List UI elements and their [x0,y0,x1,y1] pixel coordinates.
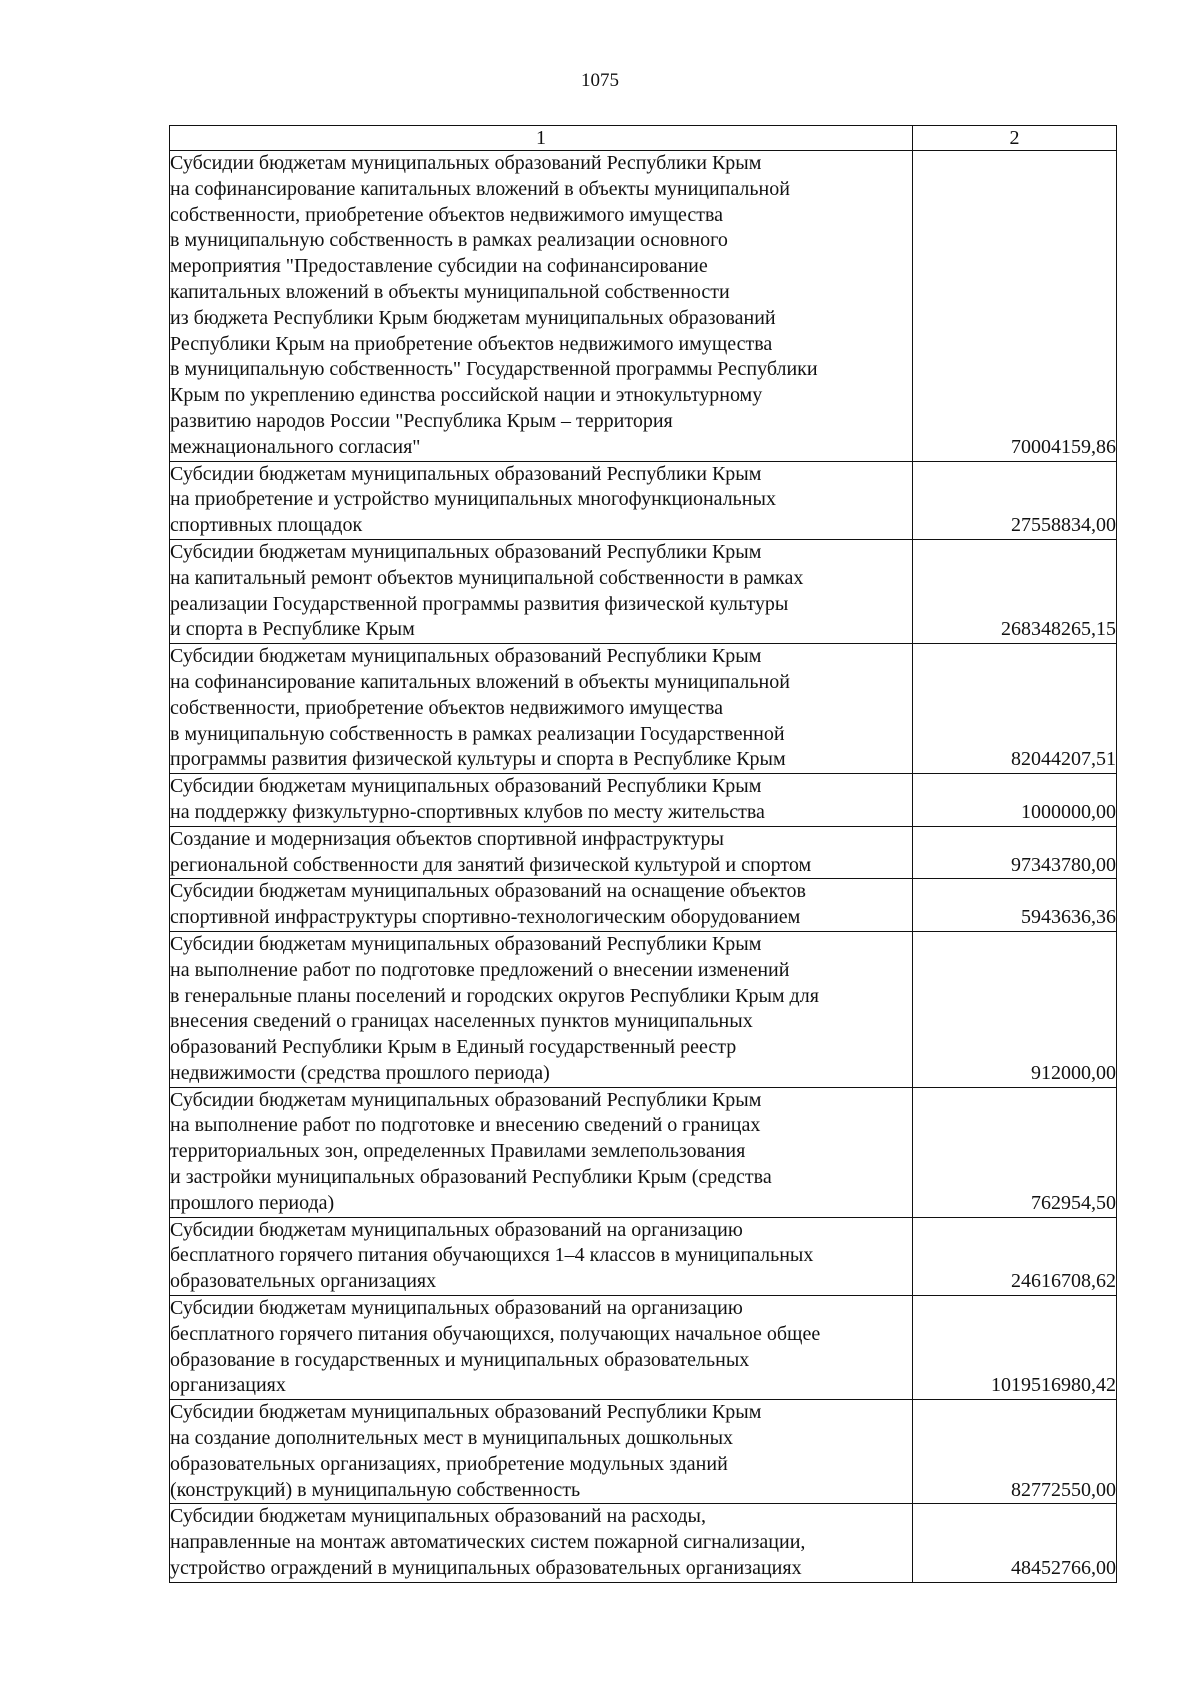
table-row [170,1400,1117,1504]
table-row [170,1087,1117,1217]
row-amount: 70004159,86 [913,151,1117,462]
row-amount: 24616708,62 [913,1217,1117,1295]
row-description: Субсидии бюджетам муниципальных образований Республики Крым на создание дополнительных мест в муниципальных дошкольных образовательных организациях, приобретение модульных зданий (конструкций) в муниципальную собственность [170,1400,913,1504]
table-row [170,826,1117,879]
table-header-row [170,126,1117,151]
row-description: Субсидии бюджетам муниципальных образований Республики Крым на софинансирование капитальных вложений в объекты муниципальной собственности, приобретение объектов недвижимого имущества в муниципальную собственность в рамках реализации основного мероприятия "Предоставление субсидии на софинансирование капитальных вложений в объекты муниципальной собственности из бюджета Республики Крым бюджетам муниципальных образований Республики Крым на приобретение объектов недвижимого имущества в муниципальную собственность" Государственной программы Республики Крым по укреплению единства российской нации и этнокультурному развитию народов России "Республика Крым – территория межнационального согласия" [170,151,913,462]
column-header-2: 2 [913,126,1117,151]
row-amount: 82044207,51 [913,644,1117,774]
table-row [170,879,1117,932]
row-description: Субсидии бюджетам муниципальных образований на расходы, направленные на монтаж автоматических систем пожарной сигнализации, устройство ограждений в муниципальных образовательных организациях [170,1504,913,1582]
row-amount: 48452766,00 [913,1504,1117,1582]
row-description: Субсидии бюджетам муниципальных образований Республики Крым на поддержку физкультурно-спортивных клубов по месту жительства [170,774,913,827]
row-description: Субсидии бюджетам муниципальных образований на организацию бесплатного горячего питания обучающихся 1–4 классов в муниципальных образовательных организациях [170,1217,913,1295]
table-row [170,151,1117,462]
table-row [170,461,1117,539]
column-header-1: 1 [170,126,913,151]
table-row [170,539,1117,643]
row-amount: 82772550,00 [913,1400,1117,1504]
row-amount: 268348265,15 [913,539,1117,643]
row-description: Субсидии бюджетам муниципальных образований Республики Крым на приобретение и устройство муниципальных многофункциональных спортивных площадок [170,461,913,539]
table-row [170,774,1117,827]
row-description: Субсидии бюджетам муниципальных образований Республики Крым на выполнение работ по подготовке предложений о внесении изменений в генеральные планы поселений и городских округов Республики Крым для внесения сведений о границах населенных пунктов муниципальных образований Республики Крым в Единый государственный реестр недвижимости (средства прошлого периода) [170,931,913,1087]
row-amount: 1019516980,42 [913,1296,1117,1400]
table-row [170,1504,1117,1582]
page-number: 1075 [581,70,619,91]
row-amount: 97343780,00 [913,826,1117,879]
budget-table [169,125,1117,1583]
row-description: Субсидии бюджетам муниципальных образований Республики Крым на выполнение работ по подготовке и внесению сведений о границах территориальных зон, определенных Правилами землепользования и застройки муниципальных образований Республики Крым (средства прошлого периода) [170,1087,913,1217]
row-amount: 27558834,00 [913,461,1117,539]
row-description: Создание и модернизация объектов спортивной инфраструктуры региональной собственности для занятий физической культурой и спортом [170,826,913,879]
row-description: Субсидии бюджетам муниципальных образований Республики Крым на капитальный ремонт объектов муниципальной собственности в рамках реализации Государственной программы развития физической культуры и спорта в Республике Крым [170,539,913,643]
row-amount: 912000,00 [913,931,1117,1087]
table-row [170,931,1117,1087]
row-amount: 5943636,36 [913,879,1117,932]
row-description: Субсидии бюджетам муниципальных образований на организацию бесплатного горячего питания обучающихся, получающих начальное общее образование в государственных и муниципальных образовательных организациях [170,1296,913,1400]
row-amount: 762954,50 [913,1087,1117,1217]
row-description: Субсидии бюджетам муниципальных образований на оснащение объектов спортивной инфраструктуры спортивно-технологическим оборудованием [170,879,913,932]
row-amount: 1000000,00 [913,774,1117,827]
table-row [170,1217,1117,1295]
row-description: Субсидии бюджетам муниципальных образований Республики Крым на софинансирование капитальных вложений в объекты муниципальной собственности, приобретение объектов недвижимого имущества в муниципальную собственность в рамках реализации Государственной программы развития физической культуры и спорта в Республике Крым [170,644,913,774]
table-row [170,644,1117,774]
table-row [170,1296,1117,1400]
